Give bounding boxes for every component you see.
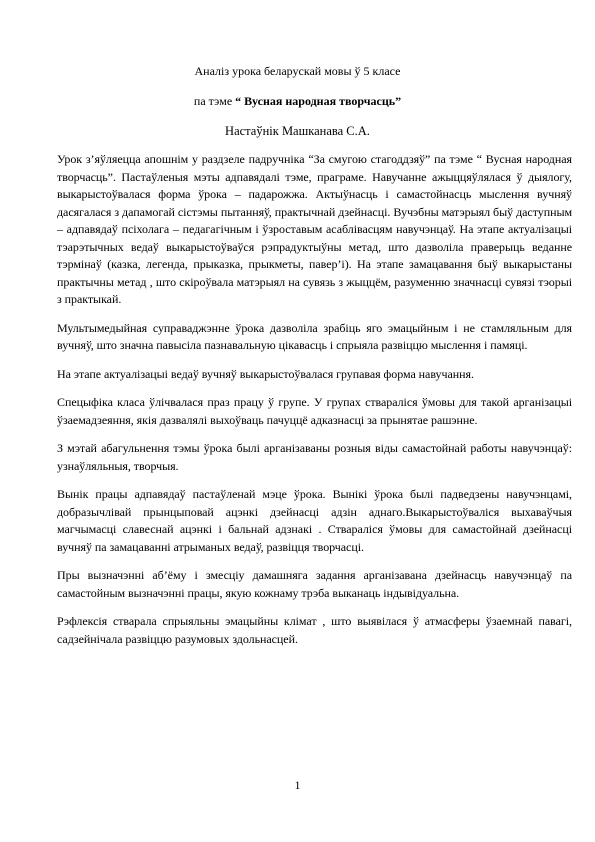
teacher-line [0, 124, 595, 138]
analysis-body [57, 151, 572, 659]
paragraph-group-form: На этапе актуалізацыі ведаў вучняў выкарыстоўвалася групавая форма навучання. [57, 366, 474, 381]
paragraph-multimedia: Мультымедыйная суправаджэнне ўрока дазволіла зрабіць яго эмацыйным і не стамляльным для вучняў, што значна павысіла пазнавальную цікавасць і спрыяла развіццю мыслення і памяці. [57, 320, 572, 352]
paragraph-homework: Пры вызначэнні аб’ёму і змесціу дамашняга задання арганізавана дзейнасць навучэнцаў па самастойным вызначэнні працы, якую кожнаму трэба выканаць індывідуальна. [57, 568, 572, 600]
topic-prefix: па тэме [193, 94, 233, 108]
page-number: 1 [294, 778, 301, 792]
paragraph-lesson-overview: Урок з’яўляецца апошнім у раздзеле падручніка “За смугою стагоддзяў” па тэме “ Вусная народная творчасць”. Пастаўленыя мэты адпавядалі тэме, праграме. Навучанне ажыццяўлялася ў дыялогу, выкарыстоўвалася форма ўрока – падарожжа. Актыўнасць і самастойнасць мыслення вучняў дасягалася з дапамогай сістэмы пытанняў, практычнай дзейнасці. Вучэбны матэрыял быў даступным – адпавядаў псіхолага – педагагічным і ўзроставым асаблівасцям навучэнцаў. На этапе актуалізацыі тэарэтычных ведаў выкарыстоўваўся рэпрадуктыўны метад, што дазволіла праверыць веданне тэрмінаў (казка, легенда, прыказка, прыкметы, павер’і). На этапе замацавання быў выкарыстаны практычны метад , што скіроўвала матэрыял на сувязь з жыццём, разуменню значнасці сувязі тэорыі з практыкай. [57, 152, 572, 306]
title-text: Аналіз урока беларускай мовы ў 5 класе [194, 64, 401, 78]
paragraph-results: Вынік працы адпавядаў пастаўленай мэце ўрока. Вынікі ўрока былі падведзены навучэнцамі, добразычлівай прынцыповай ацэнкі дзейнасці адзін аднаго.Выкарыстоўваліся выхаваўчыя магчымасці славеснай ацэнкі і бальнай адзнакі . Ствараліся ўмовы для самастойнай дзейнасці вучняў па замацаванні атрыманых ведаў, развіцця творчасці. [57, 487, 572, 554]
lesson-topic [0, 94, 595, 108]
paragraph-independent-work: З мэтай абагульнення тэмы ўрока былі арганізаваны розныя віды самастойнай работы навучэнцаў: узнаўляльныя, творчыя. [57, 441, 572, 473]
paragraph-reflection: Рэфлексія стварала спрыяльны эмацыйны клімат , што выявілася ў атмасферы ўзаемнай павагі, садзейнічала развіццю разумовых здольнасцей. [57, 614, 572, 646]
topic-name: “ Вусная народная творчасць” [235, 94, 402, 108]
teacher-name: Настаўнік Машканава С.А. [225, 124, 370, 138]
document-title [0, 64, 595, 78]
paragraph-class-specifics: Спецыфіка класа ўлічвалася праз працу ў групе. У групах ствараліся ўмовы для такой арганізацыі ўзаемадзеяння, якія дазвалялі выхоўваць пачуццё адказнасці за прынятае рашэнне. [57, 395, 572, 427]
